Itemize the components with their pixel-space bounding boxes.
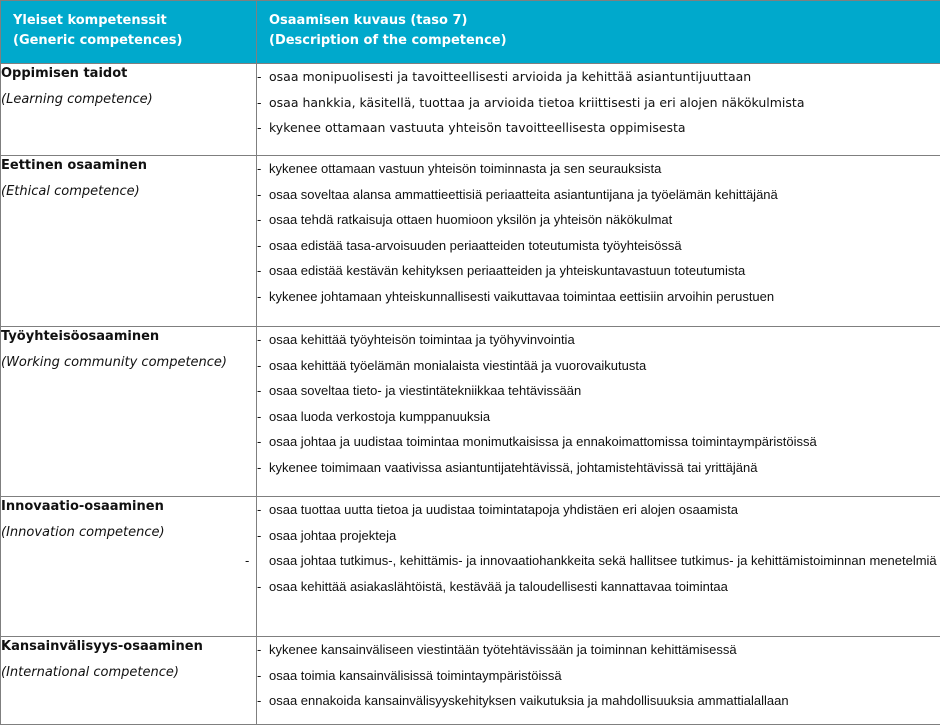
table-row-ethical [1, 156, 940, 327]
competence-name: Eettinen osaaminen [1, 158, 147, 173]
table-row-learning [1, 64, 940, 156]
header-col1-line2: (Generic competences) [13, 33, 183, 48]
competence-name: Kansainvälisyys-osaaminen [1, 639, 203, 654]
competence-name: Innovaatio-osaaminen [1, 499, 164, 514]
description-list [257, 637, 940, 714]
description-list [257, 327, 940, 480]
list-item: - osaa tuottaa uutta tietoa ja uudistaa toimintatapoja yhdistäen eri alojen osaamista [257, 502, 739, 517]
competence-name-cell [1, 156, 257, 327]
list-item: - osaa edistää tasa-arvoisuuden periaatteiden toteutumista työyhteisössä [257, 237, 682, 253]
list-item: - kykenee ottamaan vastuuta yhteisön tavoitteellisesta oppimisesta [257, 120, 686, 135]
list-item: - osaa johtaa tutkimus-, kehittämis- ja innovaatiohankkeita sekä hallitsee tutkimus- ja kehittämistoiminnan menetelmiä [245, 553, 937, 568]
header-col2-line2: (Description of the competence) [269, 33, 507, 48]
list-item: - osaa toimia kansainvälisissä toimintaympäristöissä [257, 667, 562, 683]
table-row-international [1, 637, 940, 725]
competence-description-cell [257, 327, 940, 497]
list-item: - osaa johtaa projekteja [257, 527, 397, 543]
header-generic-competences [1, 1, 257, 64]
table-header-row [1, 1, 940, 64]
competence-name-cell [1, 64, 257, 156]
competence-name-cell [1, 637, 257, 725]
header-col1-line1: Yleiset kompetenssit [13, 13, 167, 28]
list-item: - osaa johtaa ja uudistaa toimintaa monimutkaisissa ja ennakoimattomissa toimintaympäristöissä [257, 434, 817, 449]
list-item: - kykenee johtamaan yhteiskunnallisesti vaikuttavaa toimintaa eettisiin arvoihin perustuen [257, 288, 775, 304]
competence-english: (Working community competence) [1, 355, 227, 370]
description-list [245, 497, 940, 599]
table-row-working-community [1, 327, 940, 497]
list-item: - osaa ennakoida kansainvälisyyskehityksen vaikutuksia ja mahdollisuuksia ammattialallaan [257, 693, 789, 708]
table-row-innovation [1, 497, 940, 637]
competence-english: (Learning competence) [1, 92, 153, 107]
competence-description-cell [257, 156, 940, 327]
list-item: - kykenee toimimaan vaativissa asiantuntijatehtävissä, johtamistehtävissä tai yrittäjänä [257, 459, 758, 475]
competence-description-cell [245, 497, 940, 637]
header-competence-description [257, 1, 940, 64]
competence-english: (Ethical competence) [1, 184, 140, 199]
list-item: - osaa monipuolisesti ja tavoitteellisesti arvioida ja kehittää asiantuntijuuttaan [257, 69, 752, 84]
list-item: - osaa kehittää työyhteisön toimintaa ja työhyvinvointia [257, 332, 575, 347]
list-item: - osaa kehittää työelämän monialaista viestintää ja vuorovaikutusta [257, 357, 647, 373]
competence-name-cell [1, 327, 257, 497]
competence-description-cell [257, 637, 940, 725]
description-list [257, 64, 940, 141]
list-item: - osaa edistää kestävän kehityksen periaatteiden ja yhteiskuntavastuun toteutumista [257, 263, 746, 278]
list-item: - osaa tehdä ratkaisuja ottaen huomioon yksilön ja yhteisön näkökulmat [257, 212, 673, 227]
list-item: - osaa hankkia, käsitellä, tuottaa ja arvioida tietoa kriittisesti ja eri alojen näkökulmista [257, 94, 805, 110]
header-col2-line1: Osaamisen kuvaus (taso 7) [269, 13, 468, 28]
competence-name-cell [1, 497, 257, 637]
competence-description-cell [257, 64, 940, 156]
list-item: - kykenee kansainväliseen viestintään työtehtävissään ja toiminnan kehittämisessä [257, 642, 737, 657]
competence-english: (Innovation competence) [1, 525, 165, 540]
description-list [257, 156, 940, 309]
competence-name: Oppimisen taidot [1, 66, 128, 81]
list-item: - kykenee ottamaan vastuun yhteisön toiminnasta ja sen seurauksista [257, 161, 662, 176]
list-item: - osaa soveltaa tieto- ja viestintätekniikkaa tehtävissään [257, 383, 582, 398]
list-item: - osaa luoda verkostoja kumppanuuksia [257, 408, 491, 424]
competence-name: Työyhteisöosaaminen [1, 329, 160, 344]
list-item: - osaa kehittää asiakaslähtöistä, kestävää ja taloudellisesti kannattavaa toimintaa [257, 578, 728, 594]
competence-english: (International competence) [1, 665, 179, 680]
list-item: - osaa soveltaa alansa ammattieettisiä periaatteita asiantuntijana ja työelämän kehittäjänä [257, 186, 778, 202]
